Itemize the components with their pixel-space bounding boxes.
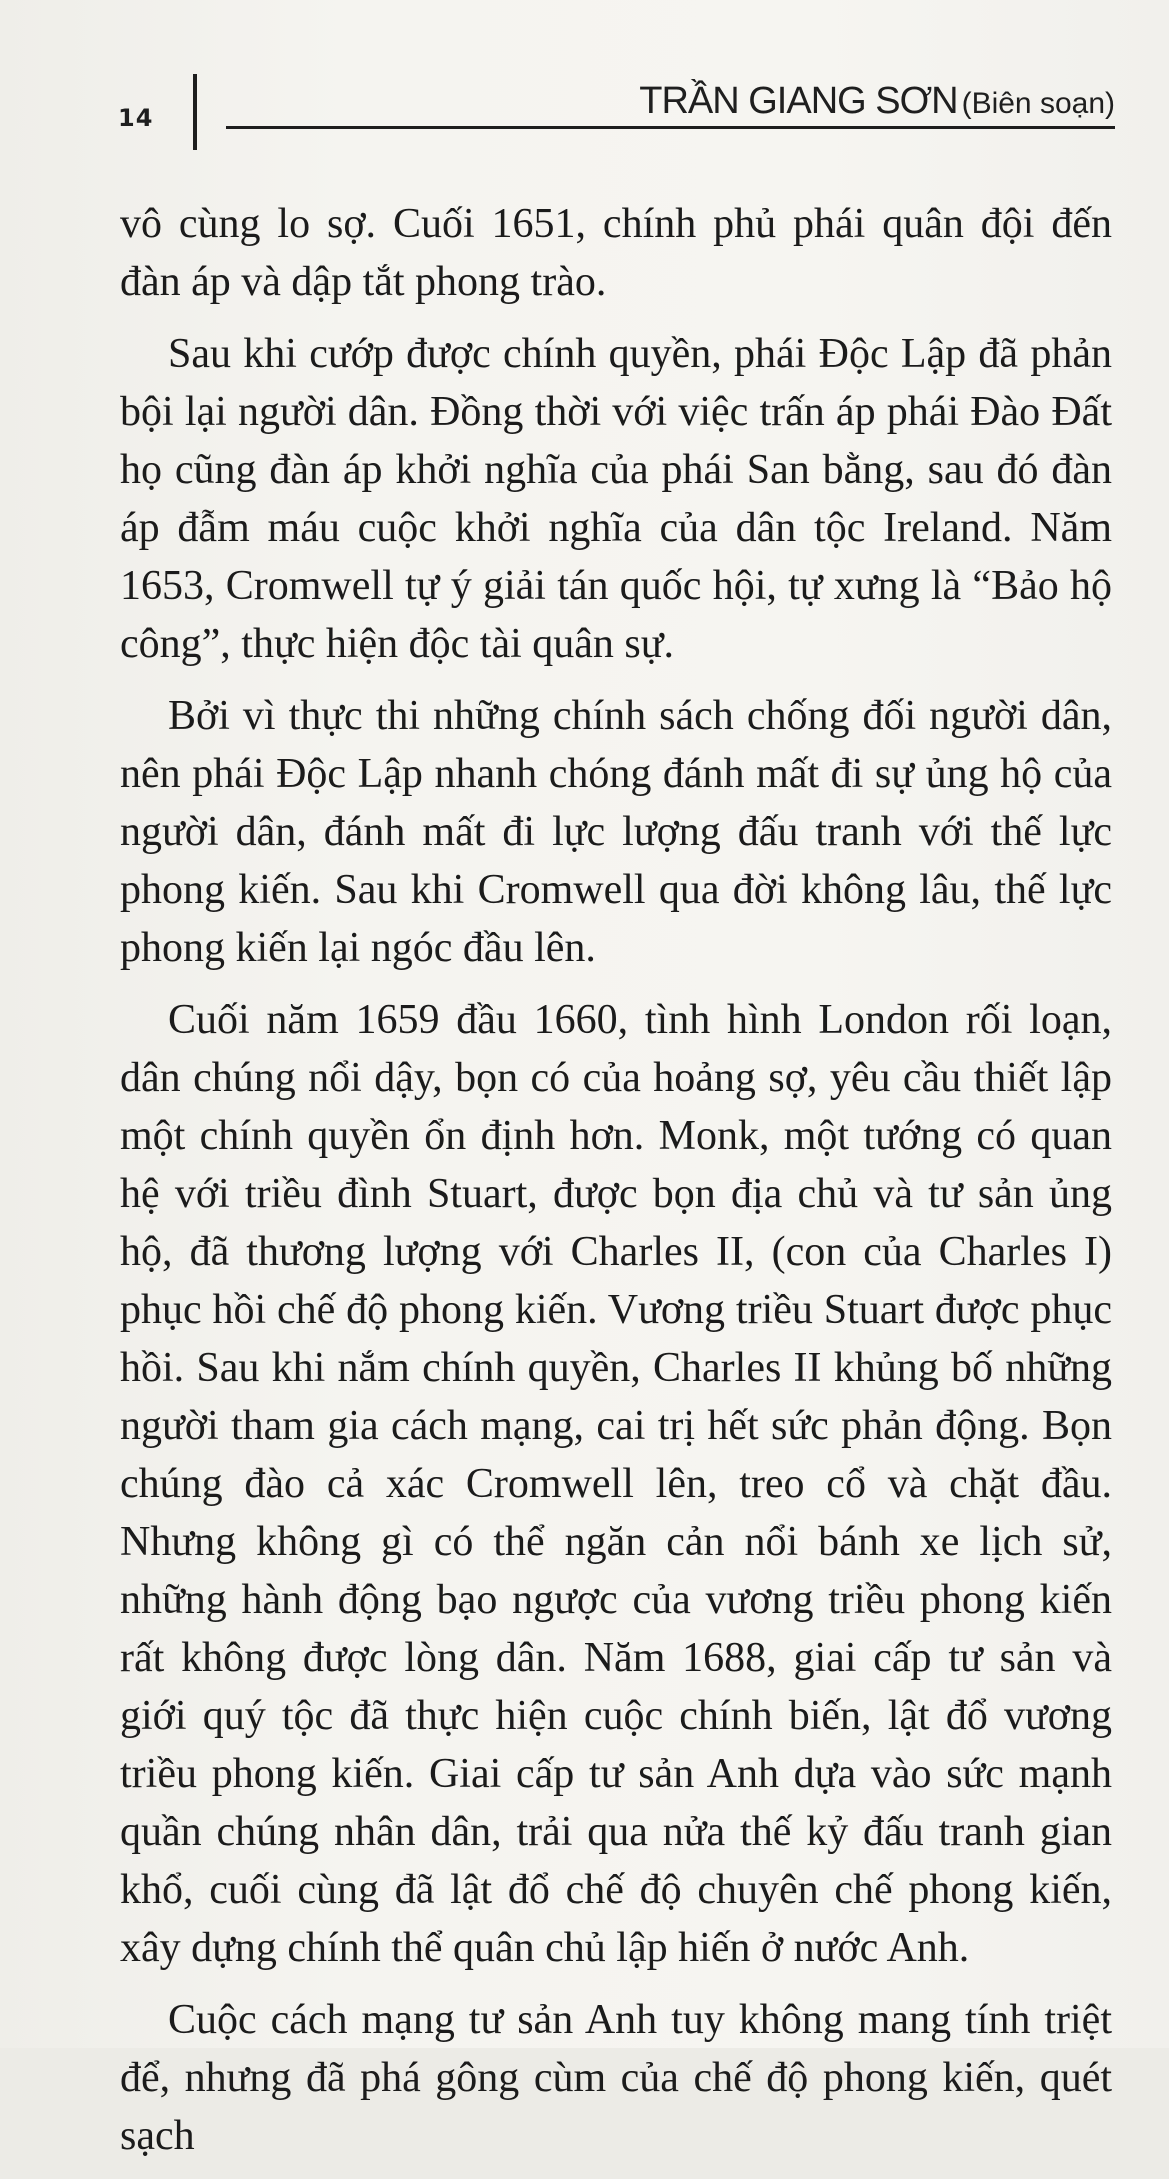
paragraph-1: vô cùng lo sợ. Cuối 1651, chính phủ phái quân đội đến đàn áp và dập tắt phong trào. [120,201,1112,305]
header-vertical-divider [193,74,197,150]
author-role: (Biên soạn) [961,87,1115,120]
page-header [0,0,1169,160]
running-header-author [639,80,1115,123]
body-text [120,195,1112,2179]
author-name: TRẦN GIANG SƠN [639,80,958,122]
paragraph-2: Sau khi cướp được chính quyền, phái Độc Lập đã phản bội lại người dân. Đồng thời với việc trấn áp phái Đào Đất họ cũng đàn áp khởi nghĩa của phái San bằng, sau đó đàn áp đẫm máu cuộc khởi nghĩa của dân tộc Ireland. Năm 1653, Cromwell tự ý giải tán quốc hội, tự xưng là “Bảo hộ công”, thực hiện độc tài quân sự. [120,331,1112,667]
header-rule [226,126,1115,129]
paragraph-5: Cuộc cách mạng tư sản Anh tuy không mang tính triệt để, nhưng đã phá gông cùm của chế độ phong kiến, quét sạch [120,1997,1112,2159]
page-number: 14 [118,104,154,132]
paragraph-3: Bởi vì thực thi những chính sách chống đối người dân, nên phái Độc Lập nhanh chóng đánh mất đi sự ủng hộ của người dân, đánh mất đi lực lượng đấu tranh với thế lực phong kiến. Sau khi Cromwell qua đời không lâu, thế lực phong kiến lại ngóc đầu lên. [120,693,1112,971]
paragraph-4: Cuối năm 1659 đầu 1660, tình hình London rối loạn, dân chúng nổi dậy, bọn có của hoảng sợ, yêu cầu thiết lập một chính quyền ổn định hơn. Monk, một tướng có quan hệ với triều đình Stuart, được bọn địa chủ và tư sản ủng hộ, đã thương lượng với Charles II, (con của Charles I) phục hồi chế độ phong kiến. Vương triều Stuart được phục hồi. Sau khi nắm chính quyền, Charles II khủng bố những người tham gia cách mạng, cai trị hết sức phản động. Bọn chúng đào cả xác Cromwell lên, treo cổ và chặt đầu. Nhưng không gì có thể ngăn cản nổi bánh xe lịch sử, những hành động bạo ngược của vương triều phong kiến rất không được lòng dân. Năm 1688, giai cấp tư sản và giới quý tộc đã thực hiện cuộc chính biến, lật đổ vương triều phong kiến. Giai cấp tư sản Anh dựa vào sức mạnh quần chúng nhân dân, trải qua nửa thế kỷ đấu tranh gian khổ, cuối cùng đã lật đổ chế độ chuyên chế phong kiến, xây dựng chính thể quân chủ lập hiến ở nước Anh. [120,997,1112,1971]
